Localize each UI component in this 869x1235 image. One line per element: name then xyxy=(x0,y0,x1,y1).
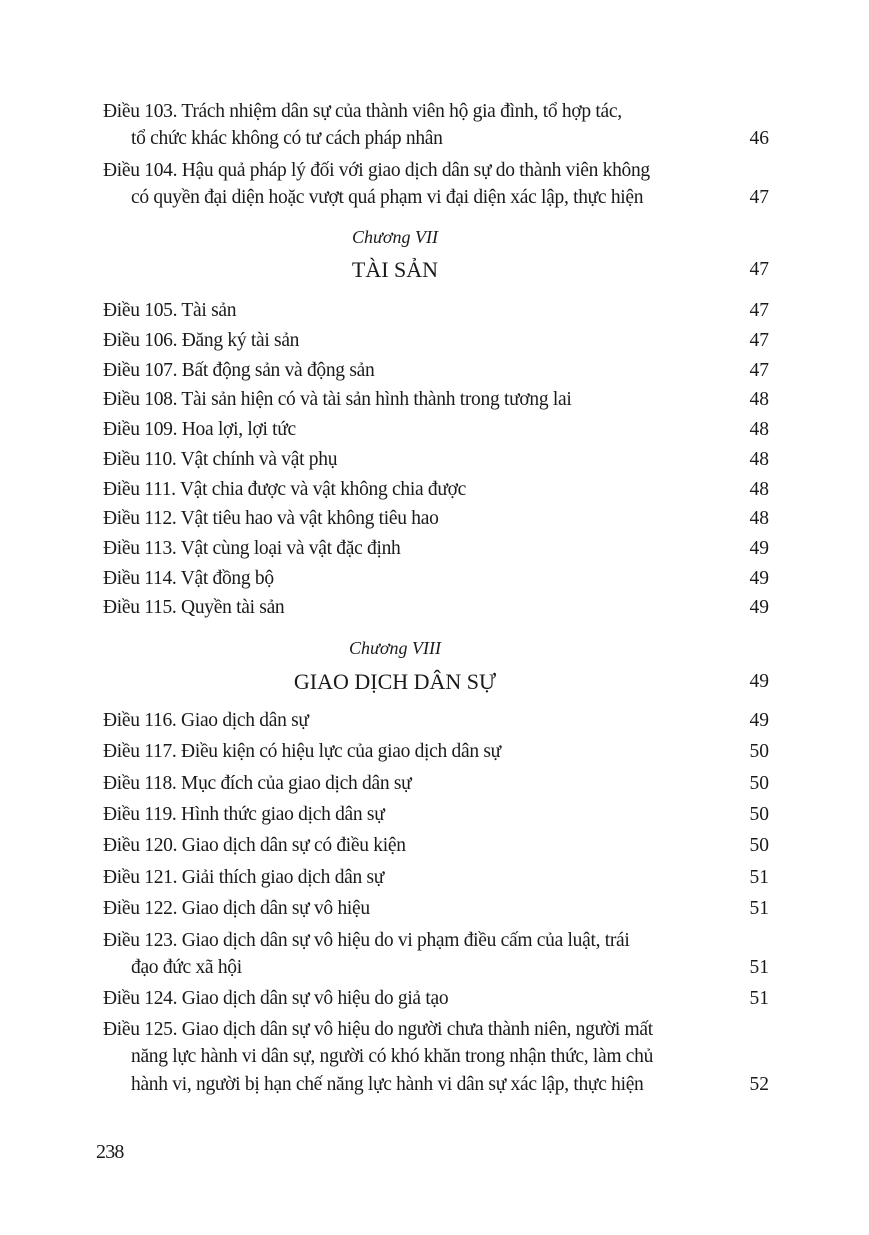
toc-page-number: 47 xyxy=(749,360,769,381)
toc-entry-line: Điều 113. Vật cùng loại và vật đặc định xyxy=(103,538,401,559)
toc-entry-line: Điều 111. Vật chia được và vật không chia được xyxy=(103,479,466,500)
toc-entry-line: Điều 116. Giao dịch dân sự xyxy=(103,710,309,731)
toc-entry-line: Điều 103. Trách nhiệm dân sự của thành viên hộ gia đình, tổ hợp tác, xyxy=(103,101,622,122)
toc-page-number: 49 xyxy=(749,538,769,559)
toc-entry-line: năng lực hành vi dân sự, người có khó khăn trong nhận thức, làm chủ xyxy=(131,1046,654,1067)
toc-page-number: 50 xyxy=(749,835,769,856)
toc-page-number: 51 xyxy=(749,957,769,978)
toc-page-number: 52 xyxy=(749,1074,769,1095)
toc-page-number: 47 xyxy=(749,259,769,280)
toc-entry-line: Điều 110. Vật chính và vật phụ xyxy=(103,449,338,470)
toc-entry-line: Điều 105. Tài sản xyxy=(103,300,237,321)
toc-entry-line: Điều 117. Điều kiện có hiệu lực của giao dịch dân sự xyxy=(103,741,501,762)
toc-entry-line: Điều 106. Đăng ký tài sản xyxy=(103,330,300,351)
toc-entry-line: Điều 124. Giao dịch dân sự vô hiệu do giả tạo xyxy=(103,988,449,1009)
toc-page-number: 49 xyxy=(749,710,769,731)
toc-page-number: 50 xyxy=(749,804,769,825)
toc-entry-line: Điều 121. Giải thích giao dịch dân sự xyxy=(103,867,385,888)
toc-entry-line: Điều 115. Quyền tài sản xyxy=(103,597,285,618)
toc-entry-line: Điều 109. Hoa lợi, lợi tức xyxy=(103,419,296,440)
toc-entry-line: Điều 120. Giao dịch dân sự có điều kiện xyxy=(103,835,406,856)
toc-page-number: 48 xyxy=(749,449,769,470)
toc-entry-line: Điều 114. Vật đồng bộ xyxy=(103,568,274,589)
chapter-label: Chương VII xyxy=(352,227,438,247)
toc-page-number: 47 xyxy=(749,330,769,351)
chapter-title: TÀI SẢN xyxy=(351,257,439,282)
toc-page-number: 46 xyxy=(749,128,769,149)
toc-page-number: 47 xyxy=(749,187,769,208)
toc-entry-line: đạo đức xã hội xyxy=(131,957,242,978)
toc-page-number: 50 xyxy=(749,741,769,762)
toc-entry-line: Điều 119. Hình thức giao dịch dân sự xyxy=(103,804,385,825)
toc-page-number: 48 xyxy=(749,419,769,440)
toc-page-number: 49 xyxy=(749,568,769,589)
page-number: 238 xyxy=(96,1141,124,1163)
toc-entry-line: Điều 104. Hậu quả pháp lý đối với giao dịch dân sự do thành viên không xyxy=(103,160,650,181)
toc-entry-line: Điều 118. Mục đích của giao dịch dân sự xyxy=(103,773,412,794)
toc-entry-line: hành vi, người bị hạn chế năng lực hành vi dân sự xác lập, thực hiện xyxy=(131,1074,644,1095)
toc-entry-line: Điều 125. Giao dịch dân sự vô hiệu do người chưa thành niên, người mất xyxy=(103,1019,653,1040)
toc-page-number: 48 xyxy=(749,508,769,529)
chapter-label: Chương VIII xyxy=(349,638,441,658)
toc-entry-line: tổ chức khác không có tư cách pháp nhân xyxy=(131,128,443,149)
toc-entry-line: Điều 122. Giao dịch dân sự vô hiệu xyxy=(103,898,370,919)
toc-page-number: 49 xyxy=(749,671,769,692)
toc-page-number: 49 xyxy=(749,597,769,618)
toc-entry-line: Điều 112. Vật tiêu hao và vật không tiêu hao xyxy=(103,508,439,529)
toc-page-number: 51 xyxy=(749,988,769,1009)
toc-entry-line: Điều 123. Giao dịch dân sự vô hiệu do vi phạm điều cấm của luật, trái xyxy=(103,930,630,951)
toc-entry-line: có quyền đại diện hoặc vượt quá phạm vi đại diện xác lập, thực hiện xyxy=(131,187,644,208)
toc-page-number: 50 xyxy=(749,773,769,794)
toc-page-number: 47 xyxy=(749,300,769,321)
toc-page-number: 51 xyxy=(749,867,769,888)
toc-entry-line: Điều 108. Tài sản hiện có và tài sản hình thành trong tương lai xyxy=(103,389,572,410)
toc-page-number: 51 xyxy=(749,898,769,919)
toc-page-number: 48 xyxy=(749,479,769,500)
toc-page-number: 48 xyxy=(749,389,769,410)
toc-entry-line: Điều 107. Bất động sản và động sản xyxy=(103,360,375,381)
chapter-title: GIAO DỊCH DÂN SỰ xyxy=(293,669,497,694)
